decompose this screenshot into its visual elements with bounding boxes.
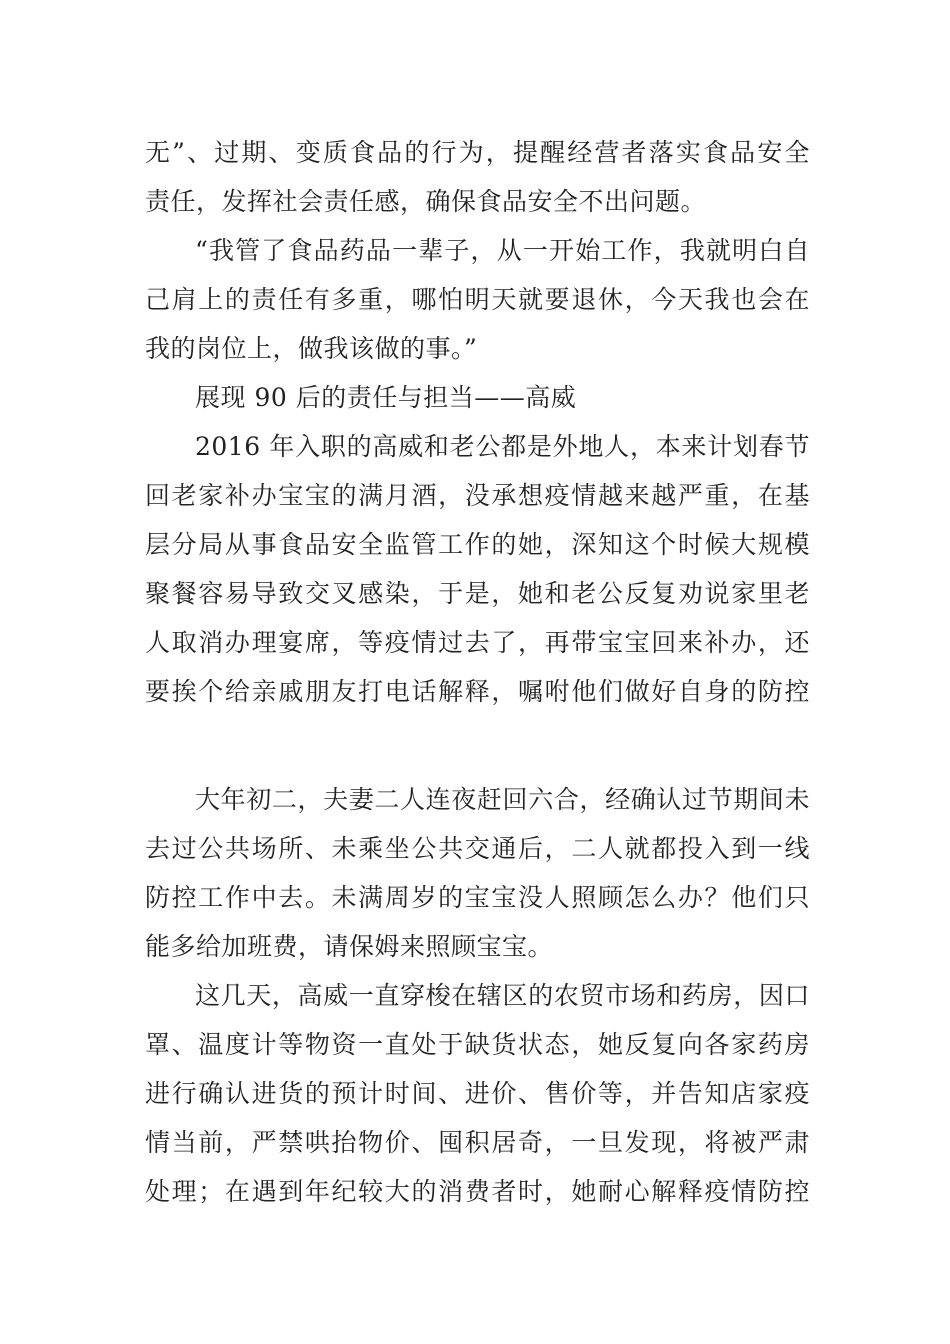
paragraph-2-line-3: 层分局从事食品安全监管工作的她，深知这个时候大规模 [145,530,810,559]
paragraph-2-line-4: 聚餐容易导致交叉感染，于是，她和老公反复劝说家里老 [145,579,810,608]
paragraph-line-2: 责任，发挥社会责任感，确保食品安全不出问题。 [145,187,707,216]
paragraph-line-1: 无”、过期、变质食品的行为，提醒经营者落实食品安全 [145,138,810,167]
paragraph-3-line-4: 能多给加班费，请保姆来照顾宝宝。 [145,932,554,961]
section-heading: 展现 90 后的责任与担当——高威 [195,383,577,412]
paragraph-4-line-5: 处理；在遇到年纪较大的消费者时，她耐心解释疫情防控 [145,1177,810,1206]
paragraph-3-line-2: 去过公共场所、未乘坐公共交通后，二人就都投入到一线 [145,834,810,863]
paragraph-4-line-3: 进行确认进货的预计时间、进价、售价等，并告知店家疫 [145,1079,810,1108]
paragraph-3-line-1: 大年初二，夫妻二人连夜赶回六合，经确认过节期间未 [195,785,810,814]
quote-line-3: 我的岗位上，做我该做的事。” [145,334,478,363]
paragraph-2-line-1: 2016 年入职的高威和老公都是外地人，本来计划春节 [195,432,810,461]
paragraph-4-line-2: 罩、温度计等物资一直处于缺货状态，她反复向各家药房 [145,1030,810,1059]
paragraph-2-line-5: 人取消办理宴席，等疫情过去了，再带宝宝回来补办，还 [145,628,810,657]
paragraph-2-line-6: 要挨个给亲戚朋友打电话解释，嘱咐他们做好自身的防控 [145,677,810,706]
quote-line-1: “我管了食品药品一辈子，从一开始工作，我就明白自 [195,236,810,265]
paragraph-4-line-1: 这几天，高威一直穿梭在辖区的农贸市场和药房，因口 [195,981,810,1010]
paragraph-2-line-2: 回老家补办宝宝的满月酒，没承想疫情越来越严重，在基 [145,481,810,510]
paragraph-4-line-4: 情当前，严禁哄抬物价、囤积居奇，一旦发现，将被严肃 [145,1128,810,1157]
paragraph-3-line-3: 防控工作中去。未满周岁的宝宝没人照顾怎么办？他们只 [145,883,810,912]
quote-line-2: 己肩上的责任有多重，哪怕明天就要退休，今天我也会在 [145,285,810,314]
